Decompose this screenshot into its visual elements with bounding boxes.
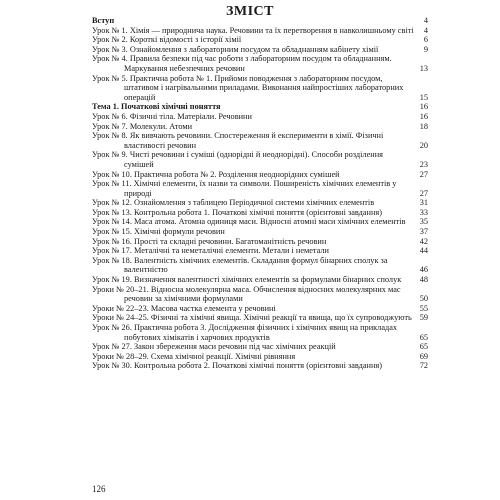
- toc-entry-title: Урок № 12. Ознайомлення з таблицею Періодичної системи хімічних елементів: [92, 198, 375, 208]
- toc-entry-page: 18: [419, 121, 428, 131]
- page-number: 126: [92, 484, 106, 494]
- toc-entry-title: Урок № 10. Практична робота № 2. Розділення неоднорідних сумішей: [92, 169, 340, 179]
- toc-entry-page: 27: [419, 169, 428, 179]
- toc-entry: [92, 122, 428, 132]
- toc-entry: [92, 342, 428, 352]
- toc-entry-page: 42: [419, 236, 428, 246]
- toc-entry: [92, 198, 428, 208]
- toc-entry: [92, 170, 428, 180]
- toc-entry-page: 16: [419, 111, 428, 121]
- toc-entry-title: Урок № 8. Як вивчають речовини. Спостереження й експерименти в хімії. Фізичні властивості речовин: [92, 131, 384, 150]
- toc-entry-page: 37: [419, 227, 428, 237]
- toc-entry-title: Урок № 13. Контрольна робота 1. Початкові хімічні поняття (орієнтовні завдання): [92, 207, 382, 217]
- toc-entry-page: 27: [419, 188, 428, 198]
- toc-entry-title: Уроки № 20–21. Відносна молекулярна маса. Обчислення відносних молекулярних мас речовин за хімічними формулами: [92, 284, 401, 304]
- toc-entry: [92, 102, 428, 112]
- toc-entry: [92, 313, 428, 323]
- toc-entry-page: 48: [419, 275, 428, 285]
- toc-entry-page: 65: [419, 332, 428, 342]
- toc-entry: [92, 54, 428, 73]
- toc-entry: [92, 35, 428, 45]
- toc-entry-page: 31: [419, 198, 428, 208]
- toc-entry-title: Урок № 3. Ознайомлення з лабораторним посудом та обладнанням кабінету хімії: [92, 44, 379, 54]
- toc-entry: [92, 16, 428, 26]
- toc-entry: [92, 285, 428, 304]
- toc-entry-title: Урок № 7. Молекули. Атоми: [92, 121, 193, 131]
- toc-entry-title: Урок № 11. Хімічні елементи, їх назви та символи. Поширеність хімічних елементів у природі: [92, 179, 397, 198]
- toc-entry-title: Урок № 30. Контрольна робота 2. Початкові хімічні поняття (орієнтовні завдання): [92, 361, 382, 371]
- toc-entry-page: 44: [419, 246, 428, 256]
- toc-entry: [92, 26, 428, 36]
- toc-entry: [92, 256, 428, 275]
- toc-entry-page: 69: [419, 351, 428, 361]
- toc-entry-title: Уроки № 28–29. Схема хімічної реакції. Хімічні рівняння: [92, 351, 296, 361]
- toc-entry-title: Урок № 4. Правила безпеки під час роботи з лабораторним посудом та обладнанням. Маркування небезпечних речовин: [92, 54, 392, 73]
- toc-entry: [92, 237, 428, 247]
- toc-entry: [92, 352, 428, 362]
- toc-entry: [92, 275, 428, 285]
- toc-entry-page: 23: [419, 159, 428, 169]
- toc-entry-title: Урок № 18. Валентність хімічних елементів. Складання формул бінарних сполук за валентністю: [92, 255, 388, 275]
- toc-entry: [92, 304, 428, 314]
- toc-entry-page: 9: [423, 44, 428, 54]
- table-of-contents: [92, 16, 428, 371]
- toc-entry: [92, 112, 428, 122]
- toc-entry-title: Урок № 15. Хімічні формули речовин: [92, 227, 225, 237]
- toc-entry-page: 16: [419, 102, 428, 112]
- toc-entry-title: Уроки № 24–25. Фізичні та хімічні явища. Хімічні реакції та явища, що їх супроводжують: [92, 313, 412, 323]
- toc-entry-page: 50: [419, 294, 428, 304]
- toc-entry-title: Вступ: [92, 16, 115, 25]
- toc-entry-page: 72: [419, 361, 428, 371]
- toc-entry: [92, 217, 428, 227]
- toc-entry: [92, 246, 428, 256]
- toc-entry-page: 59: [419, 313, 428, 323]
- toc-entry-page: 33: [419, 207, 428, 217]
- toc-entry-title: Урок № 5. Практична робота № 1. Прийоми поводження з лабораторним посудом, штативом і нагрівальними приладами. Виконання найпростіших лабораторних операцій: [92, 73, 404, 102]
- toc-entry: [92, 74, 428, 103]
- toc-entry-page: 65: [419, 342, 428, 352]
- toc-entry: [92, 361, 428, 371]
- toc-entry-page: 13: [419, 63, 428, 73]
- toc-entry: [92, 150, 428, 169]
- page-title: ЗМІСТ: [226, 4, 274, 19]
- toc-entry-page: 46: [419, 265, 428, 275]
- toc-entry: [92, 179, 428, 198]
- toc-entry-title: Урок № 27. Закон збереження маси речовин під час хімічних реакцій: [92, 342, 336, 352]
- toc-entry-title: Тема 1. Початкові хімічні поняття: [92, 102, 221, 112]
- toc-entry: [92, 323, 428, 342]
- toc-entry: [92, 227, 428, 237]
- toc-entry-page: 15: [419, 92, 428, 102]
- toc-entry-title: Урок № 16. Прості та складні речовини. Багатоманітність речовин: [92, 236, 327, 246]
- toc-entry-title: Уроки № 22–23. Масова частка елемента у речовині: [92, 303, 276, 313]
- toc-entry-page: 4: [423, 25, 428, 35]
- toc-entry-title: Урок № 14. Маса атома. Атомна одиниця маси. Відносні атомні маси хімічних елементів: [92, 217, 406, 227]
- toc-entry-title: Урок № 26. Практична робота 3. Дослідження фізичних і хімічних явищ на прикладах побутових хімікатів і харчових продуктів: [92, 323, 398, 342]
- toc-entry-title: Урок № 2. Короткі відомості з історії хімії: [92, 35, 242, 45]
- toc-entry-page: 6: [423, 35, 428, 45]
- toc-entry-page: 20: [419, 140, 428, 150]
- toc-entry-page: 55: [419, 303, 428, 313]
- toc-entry: [92, 131, 428, 150]
- toc-entry-title: Урок № 17. Металічні та неметалічні елементи. Метали і неметали: [92, 246, 329, 256]
- toc-entry-title: Урок № 6. Фізичні тіла. Матеріали. Речовини: [92, 111, 252, 121]
- toc-entry-title: Урок № 9. Чисті речовини і суміші (однорідні й неоднорідні). Способи розділення сумішей: [92, 150, 383, 169]
- toc-entry: [92, 45, 428, 55]
- toc-entry-page: 4: [423, 16, 428, 25]
- toc-entry-title: Урок № 19. Визначення валентності хімічних елементів за формулами бінарних сполук: [92, 275, 402, 285]
- toc-entry-page: 35: [419, 217, 428, 227]
- toc-entry-title: Урок № 1. Хімія — природнича наука. Речовини та їх перетворення в навколишньому світі: [92, 25, 414, 35]
- toc-entry: [92, 208, 428, 218]
